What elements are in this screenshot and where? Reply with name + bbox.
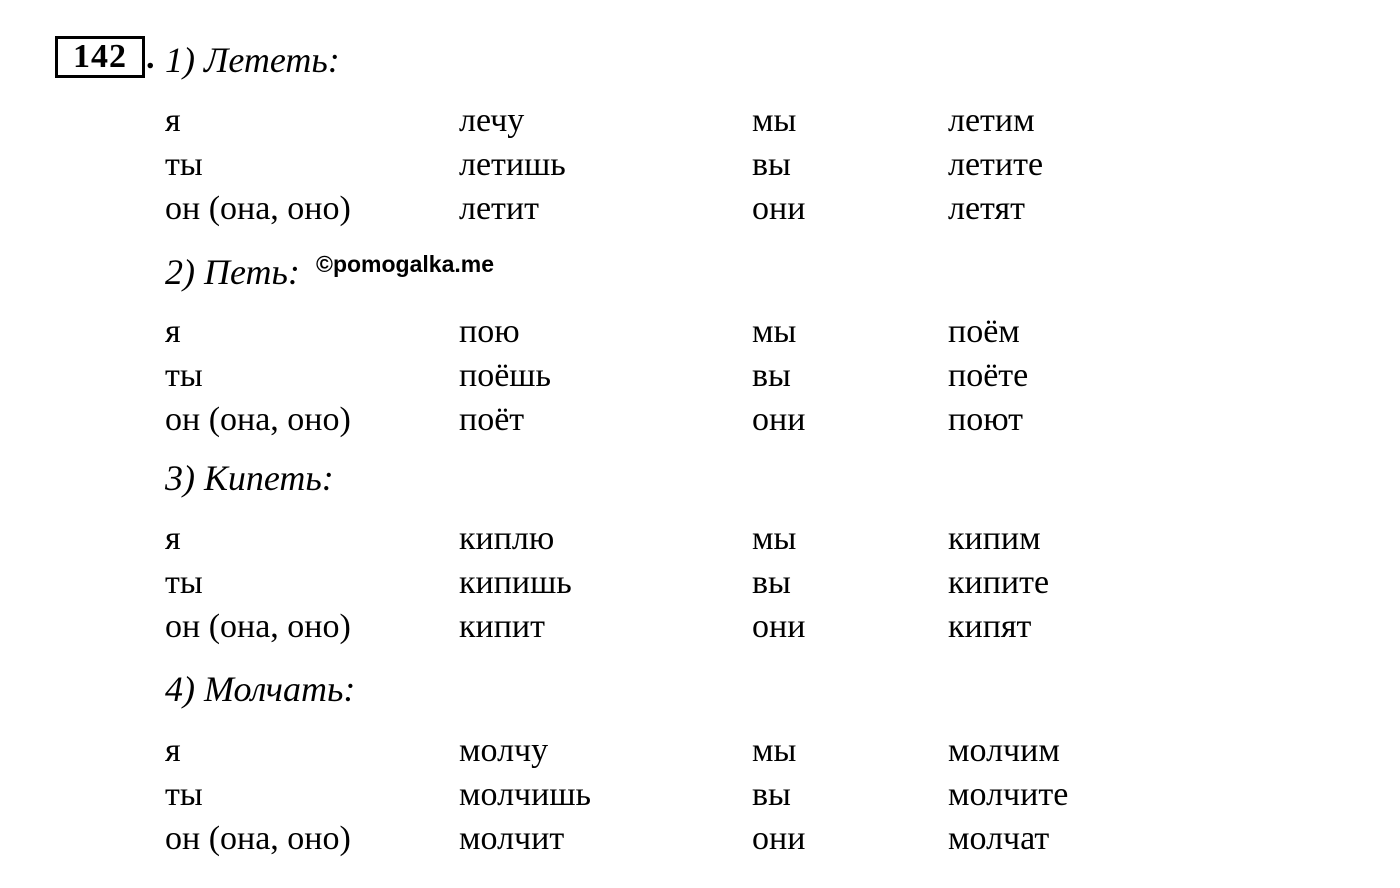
- pronoun: они: [752, 608, 806, 645]
- exercise-number: 142: [55, 36, 145, 78]
- conjugation-table-3: [165, 517, 1265, 649]
- verb-form: кипит: [459, 608, 545, 645]
- verb-form: кипят: [948, 608, 1032, 645]
- conjugation-table-1: [165, 99, 1265, 231]
- table-row: [165, 187, 1265, 231]
- pronoun: ты: [165, 776, 203, 813]
- verb-form: пою: [459, 313, 520, 350]
- verb-form: летите: [948, 146, 1044, 183]
- table-row: [165, 99, 1265, 143]
- verb-form: кипишь: [459, 564, 572, 601]
- verb-form: летит: [459, 190, 539, 227]
- table-row: [165, 398, 1265, 442]
- pronoun: он (она, оно): [165, 190, 351, 227]
- table-row: [165, 354, 1265, 398]
- pronoun: я: [165, 732, 181, 769]
- exercise-number-dot: .: [146, 39, 155, 76]
- pronoun: он (она, оно): [165, 820, 351, 857]
- verb-form: поёт: [459, 401, 525, 438]
- verb-form: молчит: [459, 820, 565, 857]
- pronoun: я: [165, 520, 181, 557]
- pronoun: вы: [752, 564, 791, 601]
- pronoun: мы: [752, 732, 797, 769]
- pronoun: ты: [165, 564, 203, 601]
- section-heading-3: 3) Кипеть:: [165, 458, 334, 498]
- table-row: [165, 310, 1265, 354]
- verb-form: лечу: [459, 102, 525, 139]
- table-row: [165, 729, 1265, 773]
- table-row: [165, 773, 1265, 817]
- table-row: [165, 605, 1265, 649]
- pronoun: он (она, оно): [165, 608, 351, 645]
- pronoun: вы: [752, 146, 791, 183]
- pronoun: вы: [752, 776, 791, 813]
- pronoun: он (она, оно): [165, 401, 351, 438]
- verb-form: киплю: [459, 520, 555, 557]
- watermark: ©pomogalka.me: [316, 251, 494, 277]
- verb-form: молчат: [948, 820, 1050, 857]
- verb-form: поют: [948, 401, 1024, 438]
- pronoun: они: [752, 820, 806, 857]
- verb-form: молчу: [459, 732, 549, 769]
- verb-form: летишь: [459, 146, 566, 183]
- verb-form: летят: [948, 190, 1025, 227]
- table-row: [165, 143, 1265, 187]
- conjugation-table-2: [165, 310, 1265, 442]
- table-row: [165, 561, 1265, 605]
- pronoun: я: [165, 102, 181, 139]
- pronoun: мы: [752, 102, 797, 139]
- verb-form: поёте: [948, 357, 1029, 394]
- pronoun: мы: [752, 520, 797, 557]
- table-row: [165, 517, 1265, 561]
- verb-form: молчим: [948, 732, 1060, 769]
- pronoun: я: [165, 313, 181, 350]
- table-row: [165, 817, 1265, 861]
- pronoun: ты: [165, 357, 203, 394]
- verb-form: поём: [948, 313, 1020, 350]
- pronoun: они: [752, 401, 806, 438]
- verb-form: молчишь: [459, 776, 592, 813]
- verb-form: летим: [948, 102, 1035, 139]
- verb-form: молчите: [948, 776, 1069, 813]
- section-heading-1: 1) Лететь:: [165, 40, 340, 80]
- verb-form: поёшь: [459, 357, 551, 394]
- section-heading-4: 4) Молчать:: [165, 669, 356, 709]
- pronoun: мы: [752, 313, 797, 350]
- pronoun: вы: [752, 357, 791, 394]
- pronoun: ты: [165, 146, 203, 183]
- section-heading-2: 2) Петь:: [165, 252, 300, 292]
- verb-form: кипите: [948, 564, 1050, 601]
- verb-form: кипим: [948, 520, 1041, 557]
- conjugation-table-4: [165, 729, 1265, 861]
- pronoun: они: [752, 190, 806, 227]
